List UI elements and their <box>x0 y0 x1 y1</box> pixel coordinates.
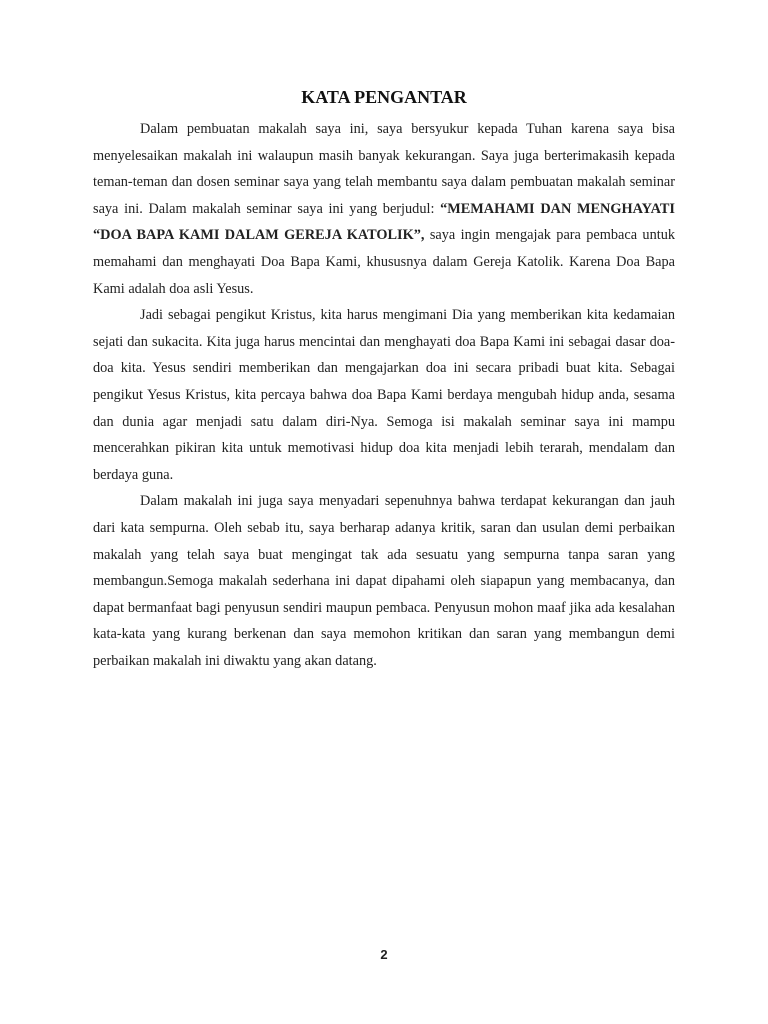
page-number: 2 <box>380 947 388 962</box>
document-body <box>93 116 675 674</box>
paragraph-intro <box>93 116 675 302</box>
paper-title-emphasis: “MEMAHAMI DAN MENGHAYATI “DOA BAPA KAMI DALAM GEREJA KATOLIK”, <box>93 200 675 244</box>
paragraph-closing: Dalam makalah ini juga saya menyadari sepenuhnya bahwa terdapat kekurangan dan jauh dari kata sempurna. Oleh sebab itu, saya berharap adanya kritik, saran dan usulan demi perbaikan makalah yang telah saya buat mengingat tak ada sesuatu yang sempurna tanpa saran yang membangun.Semoga makalah sederhana ini dapat dipahami oleh siapapun yang membacanya, dan dapat bermanfaat bagi penyusun sendiri maupun pembaca. Penyusun mohon maaf jika ada kesalahan kata-kata yang kurang berkenan dan saya memohon kritikan dan saran yang membangun demi perbaikan makalah ini diwaktu yang akan datang. <box>93 493 675 669</box>
paragraph-intro-text: Dalam pembuatan makalah saya ini, saya bersyukur kepada Tuhan karena saya bisa menyelesaikan makalah ini walaupun masih banyak kekurangan. Saya juga berterimakasih kepada teman-teman dan dosen seminar saya yang telah membantu saya dalam pembuatan makalah seminar saya ini. Dalam makalah seminar saya ini yang berjudul: <box>93 121 675 217</box>
paragraph-intro-continuation: saya ingin mengajak para pembaca untuk memahami dan menghayati Doa Bapa Kami, khususnya dalam Gereja Katolik. Karena Doa Bapa Kami adalah doa asli Yesus. <box>93 227 675 297</box>
paragraph-faith: Jadi sebagai pengikut Kristus, kita harus mengimani Dia yang memberikan kita kedamaian sejati dan sukacita. Kita juga harus mencintai dan menghayati doa Bapa Kami ini sebagai dasar doa-doa kita. Yesus sendiri memberikan dan mengajarkan doa ini secara pribadi buat kita. Sebagai pengikut Yesus Kristus, kita percaya bahwa doa Bapa Kami berdaya mengubah hidup anda, sesama dan dunia agar menjadi satu dalam diri-Nya. Semoga isi makalah seminar saya ini mampu mencerahkan pikiran kita untuk memotivasi hidup doa kita menjadi lebih terarah, mendalam dan berdaya guna. <box>93 307 675 483</box>
page-title: KATA PENGANTAR <box>301 87 467 107</box>
